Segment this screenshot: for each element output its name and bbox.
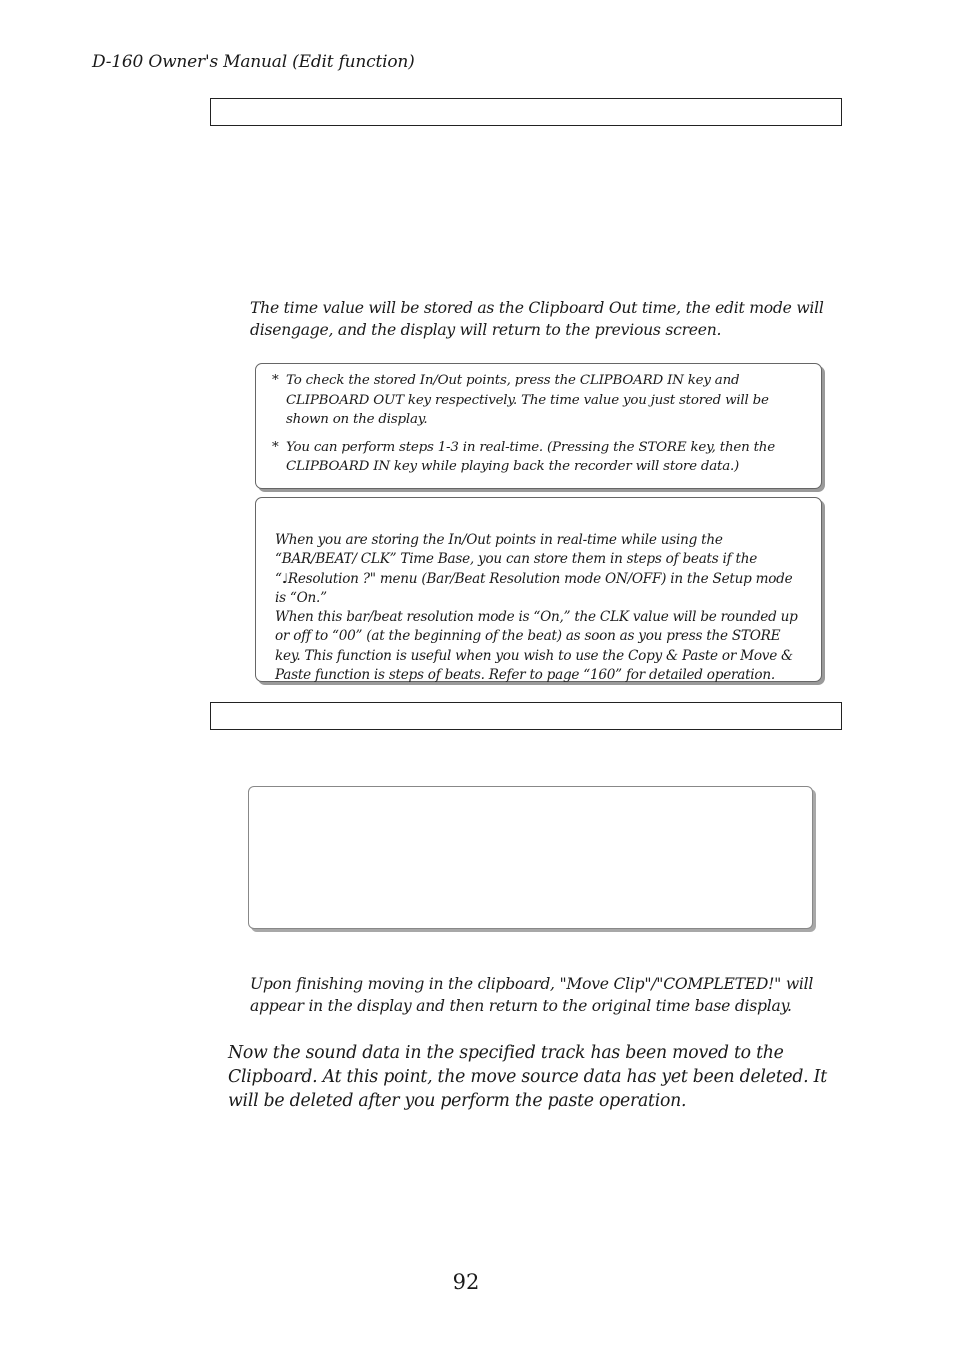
note-text-realtime: You can perform steps 1-3 in real-time. (Pressing the STORE key, then the CLIPBOARD IN key while playing back the recorder will store data.): [286, 439, 775, 474]
lcd-display-illustration: [248, 786, 813, 929]
store-out-result-text: The time value will be stored as the Clipboard Out time, the edit mode will disengage, and the display will return to the previous screen.: [250, 299, 824, 339]
note-bullet: *: [272, 439, 279, 455]
page-header: D-160 Owner's Manual (Edit function): [92, 52, 415, 72]
bar-beat-note-box: [255, 497, 822, 682]
bar-beat-note-text-1: When you are storing the In/Out points in real-time while using the “BAR/BEAT/ CLK” Time Base, you can store them in steps of beats if the “♩Resolution ?" menu (Bar/Beat Resolution mode ON/OFF) in the Setup mode is “On.”: [275, 532, 793, 606]
summary-text: Now the sound data in the specified track has been moved to the Clipboard. At this point, the move source data has yet been deleted. It will be deleted after you perform the paste operation.: [228, 1043, 827, 1111]
step-heading-box-top: [210, 98, 842, 126]
notes-box: [255, 363, 822, 489]
note-item: [272, 371, 807, 430]
step-heading-box-bottom: [210, 702, 842, 730]
bar-beat-note-text-2: When this bar/beat resolution mode is “On,” the CLK value will be rounded up or off to “00” (at the beginning of the beat) as soon as you press the STORE key. This function is useful when you wish to use the Copy & Paste or Move & Paste function is steps of beats. Refer to page “160” for detailed operation.: [275, 609, 798, 684]
page-number: 92: [452, 1270, 480, 1294]
note-bullet: *: [272, 373, 279, 388]
note-item: [272, 438, 807, 477]
move-clip-result-text: Upon finishing moving in the clipboard, "Move Clip"/"COMPLETED!" will appear in the display and then return to the original time base display.: [250, 975, 814, 1015]
note-text-clipboard-check: To check the stored In/Out points, press the CLIPBOARD IN key and CLIPBOARD OUT key respectively. The time value you just stored will be shown on the display.: [286, 373, 769, 427]
